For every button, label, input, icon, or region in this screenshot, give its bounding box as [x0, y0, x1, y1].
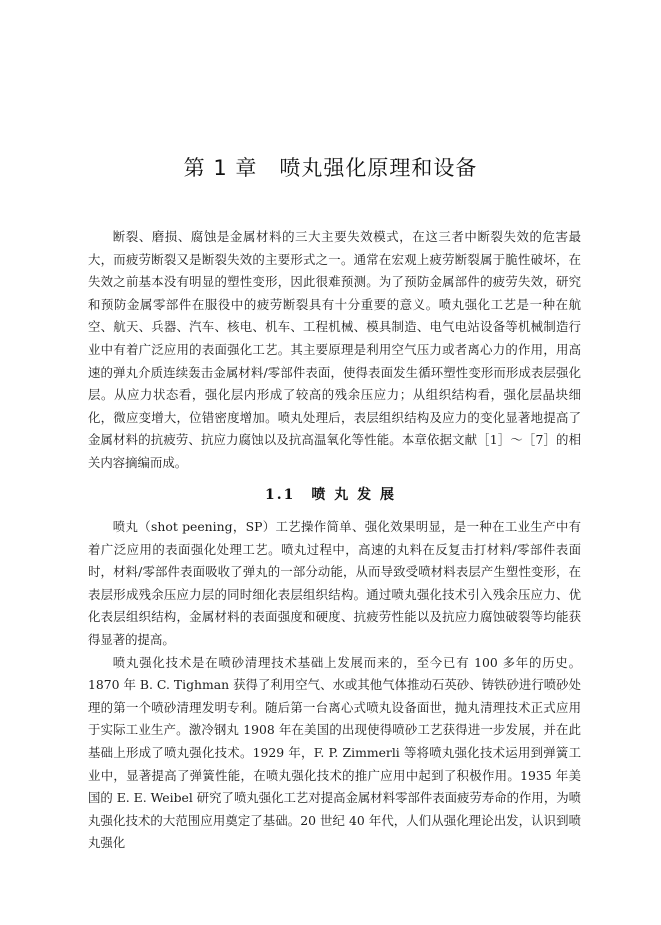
section-paragraph-1: 喷丸（shot peening，SP）工艺操作简单、强化效果明显，是一种在工业生产中有着广泛应用的表面强化处理工艺。喷丸过程中，高速的丸料在反复击打材料/零部件表面时，材料/零部件表面吸收了弹丸的一部分动能，从而导致受喷材料表层产生塑性变形，在表层形成残余压应力层的同时细化表层组织结构。通过喷丸强化技术引入残余压应力、优化表层组织结构，金属材料的表面强度和硬度、抗疲劳性能以及抗应力腐蚀破裂等均能获得显著的提高。 [88, 519, 581, 647]
chapter-title [0, 152, 661, 182]
section-number: 1.1 [265, 487, 296, 503]
section-title [0, 484, 661, 504]
intro-paragraph: 断裂、磨损、腐蚀是金属材料的三大主要失效模式，在这三者中断裂失效的危害最大，而疲劳断裂又是断裂失效的主要形式之一。通常在宏观上疲劳断裂属于脆性破坏，在失效之前基本没有明显的塑性变形，因此很难预测。为了预防金属部件的疲劳失效，研究和预防金属零部件在服役中的疲劳断裂具有十分重要的意义。喷丸强化工艺是一种在航空、航天、兵器、汽车、核电、机车、工程机械、模具制造、电气电站设备等机械制造行业中有着广泛应用的表面强化工艺。其主要原理是利用空气压力或者离心力的作用，用高速的弹丸介质连续轰击金属材料/零部件表面，使得表面发生循环塑性变形而形成表层强化层。从应力状态看，强化层内形成了较高的残余压应力；从组织结构看，强化层晶块细化，微应变增大，位错密度增加。喷丸处理后，表层组织结构及应力的变化显著地提高了金属材料的抗疲劳、抗应力腐蚀以及抗高温氧化等性能。本章依据文献［1］～［7］的相关内容摘编而成。 [88, 229, 581, 470]
chapter-title-text: 喷丸强化原理和设备 [279, 156, 478, 180]
section-paragraph-2: 喷丸强化技术是在喷砂清理技术基础上发展而来的，至今已有 100 多年的历史。1870 年 B. C. Tighman 获得了利用空气、水或其他气体推动石英砂、铸铁砂进行喷砂处理的第一个喷砂清理发明专利。随后第一台离心式喷丸设备面世，抛丸清理技术正式应用于实际工业生产。激冷钢丸 1908 年在美国的出现使得喷砂工艺获得进一步发展，并在此基础上形成了喷丸强化技术。1929 年，F. P. Zimmerli 等将喷丸强化技术运用到弹簧工业中，显著提高了弹簧性能，在喷丸强化技术的推广应用中起到了积极作用。1935 年美国的 E. E. Weibel 研究了喷丸强化工艺对提高金属材料零部件表面疲劳寿命的作用，为喷丸强化技术的大范围应用奠定了基础。20 世纪 40 年代，人们从强化理论出发，认识到喷丸强化 [88, 654, 581, 851]
chapter-intro [88, 226, 581, 475]
section-body [88, 516, 581, 855]
section-title-text: 喷 丸 发 展 [311, 487, 396, 503]
chapter-number: 第 1 章 [183, 156, 258, 180]
